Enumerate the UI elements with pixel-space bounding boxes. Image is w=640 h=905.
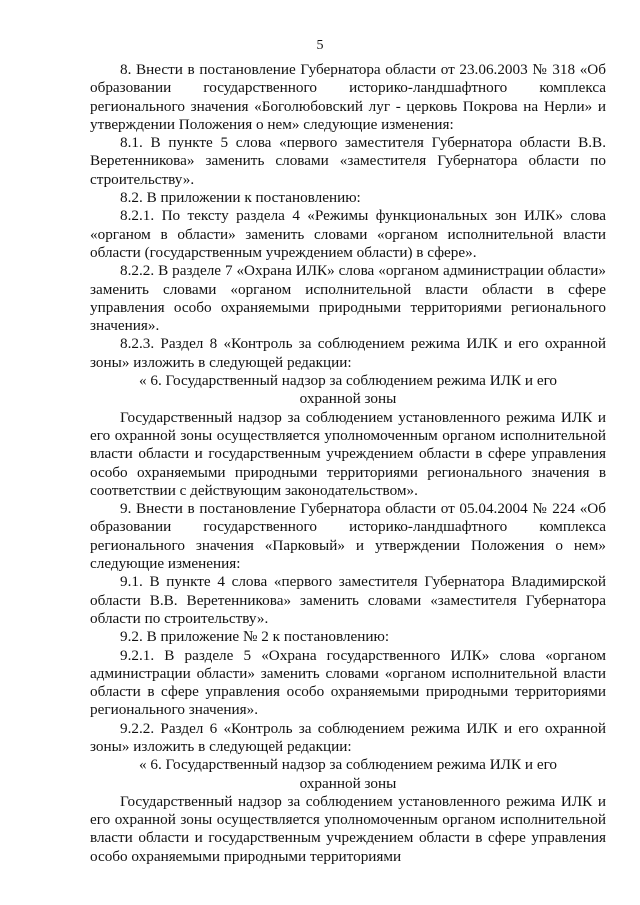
paragraph-9-2: 9.2. В приложение № 2 к постановлению: [120,628,390,646]
paragraph-8: 8. Внести в постановление Губернатора области от 23.06.2003 № 318 «Об образовании государственного историко-ландшафтного комплекса регионального значения «Боголюбовский луг - церковь Покрова на Нерли» и утверждении Положения о нем» следующие изменения: [90,61,606,133]
paragraph-9: 9. Внести в постановление Губернатора области от 05.04.2004 № 224 «Об образовании государственного историко-ландшафтного комплекса регионального значения «Парковый» и утверждении Положения о нем» следующие изменения: [90,500,606,573]
section-text-2: Государственный надзор за соблюдением установленного режима ИЛК и его охранной зоны осуществляется уполномоченным органом исполнительной власти области и государственным учреждением области в сфере управления особо охраняемыми природными территориями [90,792,606,865]
paragraph-8-2-3: 8.2.3. Раздел 8 «Контроль за соблюдением режима ИЛК и его охранной зоны» изложить в следующей редакции: [90,335,606,371]
section-text-1: Государственный надзор за соблюдением установленного режима ИЛК и его охранной зоны осуществляется уполномоченным органом исполнительной власти области и государственным учреждением области в сфере управления особо охраняемыми природными территориями регионального значения в соответствии с действующим законодательством». [90,408,606,499]
paragraph-9-1: 9.1. В пункте 4 слова «первого заместителя Губернатора Владимирской области В.В. Веретенникова» заменить словами «заместителя Губернатора области по строительству». [90,573,606,627]
paragraph-8-2-2: 8.2.2. В разделе 7 «Охрана ИЛК» слова «органом администрации области» заменить словами «органом исполнительной власти области в сфере управления особо охраняемыми природными территориями регионального значения». [90,262,606,335]
section-heading-2: « 6. Государственный надзор за соблюдением режима ИЛК и его [138,756,558,774]
paragraph-8-1: 8.1. В пункте 5 слова «первого заместителя Губернатора области В.В. Веретенникова» заменить словами «заместителя Губернатора области по строительству». [90,134,606,188]
section-heading-2-cont: охранной зоны [299,774,397,792]
section-heading-1-cont: охранной зоны [299,390,397,408]
section-heading-1: « 6. Государственный надзор за соблюдением режима ИЛК и его [138,372,558,390]
paragraph-8-2-1: 8.2.1. По тексту раздела 4 «Режимы функциональных зон ИЛК» слова «органом в области» заменить словами «органом исполнительной власти области (государственным учреждением области) в сфере». [90,207,606,261]
paragraph-9-2-1: 9.2.1. В разделе 5 «Охрана государственного ИЛК» слова «органом администрации области» заменить словами «органом исполнительной власти области в сфере управления особо охраняемыми природными территориями регионального значения». [90,646,606,719]
paragraph-9-2-2: 9.2.2. Раздел 6 «Контроль за соблюдением режима ИЛК и его охранной зоны» изложить в следующей редакции: [90,719,606,755]
paragraph-8-2: 8.2. В приложении к постановлению: [120,189,361,207]
page-number: 5 [316,38,324,53]
document-body [90,61,606,866]
